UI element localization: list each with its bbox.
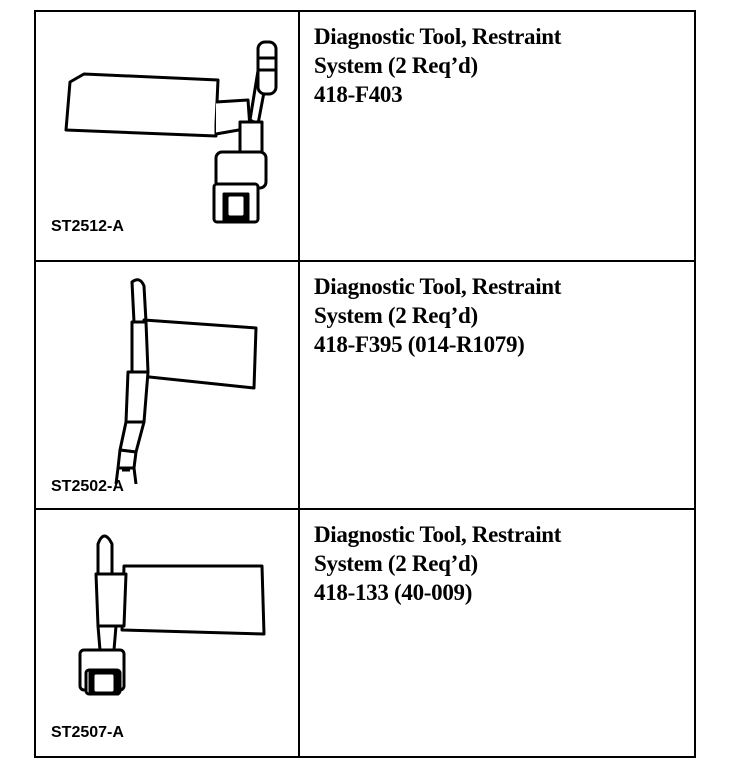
tool-illustration-cell [36,510,300,756]
tool-description-cell [300,262,694,510]
tool-description-cell [300,510,694,756]
tool-name-line1: Diagnostic Tool, Restraint [314,274,562,299]
diagnostic-tool-flag-plug-icon [36,510,298,756]
tool-illustration-cell [36,262,300,510]
tool-name-line1: Diagnostic Tool, Restraint [314,24,562,49]
tool-part-number: 418-F395 (014-R1079) [314,332,525,357]
illustration-code: ST2502-A [51,478,124,495]
illustration-code: ST2507-A [51,724,124,741]
tool-illustration-cell [36,12,300,262]
tool-name-line2: System (2 Req’d) [314,551,478,576]
tool-name-line2: System (2 Req’d) [314,53,478,78]
special-tools-table [34,10,696,758]
tool-name-line2: System (2 Req’d) [314,303,478,328]
tool-description-cell [300,12,694,262]
illustration-code: ST2512-A [51,218,124,235]
tool-part-number: 418-F403 [314,82,403,107]
tool-name-line1: Diagnostic Tool, Restraint [314,522,562,547]
diagnostic-tool-flag-fork-icon [36,262,298,508]
tool-part-number: 418-133 (40-009) [314,580,473,605]
